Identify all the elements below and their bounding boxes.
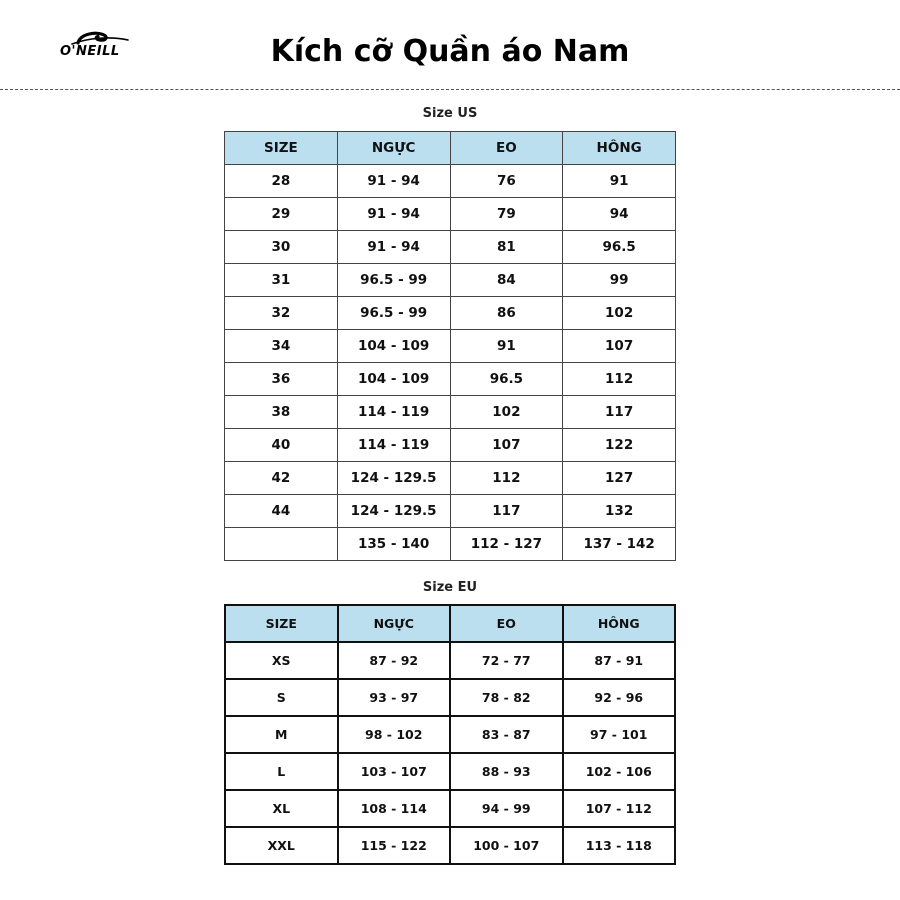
table-cell: M (225, 716, 338, 753)
table-row (225, 642, 675, 679)
page-title: Kích cỡ Quần áo Nam (270, 34, 630, 69)
table-cell: 91 (450, 330, 563, 363)
size-table-us (224, 131, 676, 561)
table-cell: 96.5 (450, 363, 563, 396)
table-cell: 97 - 101 (563, 716, 676, 753)
table-cell: 31 (225, 264, 338, 297)
table-row (225, 790, 675, 827)
table-row (225, 495, 676, 528)
table-cell: 107 (563, 330, 676, 363)
table-cell: 83 - 87 (450, 716, 563, 753)
table-cell: 38 (225, 396, 338, 429)
table-cell: 124 - 129.5 (337, 495, 450, 528)
table-cell: 114 - 119 (337, 429, 450, 462)
table-cell: 113 - 118 (563, 827, 676, 864)
table-cell: 79 (450, 198, 563, 231)
table-cell: 87 - 92 (338, 642, 451, 679)
table-cell: 108 - 114 (338, 790, 451, 827)
table-cell: 28 (225, 165, 338, 198)
table-cell: 100 - 107 (450, 827, 563, 864)
table-cell: 42 (225, 462, 338, 495)
column-header: EO (450, 132, 563, 165)
column-header: HÔNG (563, 132, 676, 165)
size-table-eu (224, 604, 676, 865)
table-cell: 127 (563, 462, 676, 495)
table-cell: 107 - 112 (563, 790, 676, 827)
table-cell: 44 (225, 495, 338, 528)
table-cell (225, 528, 338, 561)
table-cell: 103 - 107 (338, 753, 451, 790)
table-row (225, 198, 676, 231)
table-cell: 98 - 102 (338, 716, 451, 753)
table-cell: 104 - 109 (337, 363, 450, 396)
table-cell: 99 (563, 264, 676, 297)
table-cell: 122 (563, 429, 676, 462)
column-header: HÔNG (563, 605, 676, 642)
table-cell: 81 (450, 231, 563, 264)
table-cell: XS (225, 642, 338, 679)
table-row (225, 827, 675, 864)
table-cell: 96.5 - 99 (337, 264, 450, 297)
table-cell: 124 - 129.5 (337, 462, 450, 495)
table-cell: 84 (450, 264, 563, 297)
table-cell: 114 - 119 (337, 396, 450, 429)
table-row (225, 297, 676, 330)
table-cell: 94 - 99 (450, 790, 563, 827)
table-cell: 107 (450, 429, 563, 462)
table-cell: 91 - 94 (337, 165, 450, 198)
table-cell: 115 - 122 (338, 827, 451, 864)
brand-name: O'NEILL (60, 44, 120, 59)
table-row (225, 165, 676, 198)
table-cell: 112 - 127 (450, 528, 563, 561)
table-cell: 92 - 96 (563, 679, 676, 716)
table-cell: 30 (225, 231, 338, 264)
table-cell: 72 - 77 (450, 642, 563, 679)
table-cell: 93 - 97 (338, 679, 451, 716)
column-header: SIZE (225, 605, 338, 642)
table-row (225, 753, 675, 790)
dashed-divider (0, 89, 900, 90)
table-header-row (225, 132, 676, 165)
table-cell: 96.5 - 99 (337, 297, 450, 330)
table-cell: 117 (563, 396, 676, 429)
table-row (225, 330, 676, 363)
table-cell: S (225, 679, 338, 716)
table-cell: 29 (225, 198, 338, 231)
table-row (225, 462, 676, 495)
table-cell: 36 (225, 363, 338, 396)
table-cell: 40 (225, 429, 338, 462)
table-cell: 86 (450, 297, 563, 330)
table-cell: 34 (225, 330, 338, 363)
table-cell: L (225, 753, 338, 790)
table-cell: 102 (563, 297, 676, 330)
table-row (225, 264, 676, 297)
table-cell: 117 (450, 495, 563, 528)
table-row (225, 528, 676, 561)
table-cell: 78 - 82 (450, 679, 563, 716)
table-cell: 104 - 109 (337, 330, 450, 363)
table-cell: 91 (563, 165, 676, 198)
table-cell: 102 - 106 (563, 753, 676, 790)
table-row (225, 363, 676, 396)
table-cell: 88 - 93 (450, 753, 563, 790)
table-row (225, 231, 676, 264)
table-cell: XL (225, 790, 338, 827)
table-cell: 132 (563, 495, 676, 528)
table-cell: 91 - 94 (337, 231, 450, 264)
table-cell: 32 (225, 297, 338, 330)
table-row (225, 716, 675, 753)
table-cell: 96.5 (563, 231, 676, 264)
table-cell: 76 (450, 165, 563, 198)
table-cell: 87 - 91 (563, 642, 676, 679)
column-header: NGỰC (337, 132, 450, 165)
table-row (225, 396, 676, 429)
table-cell: 137 - 142 (563, 528, 676, 561)
table-cell: 94 (563, 198, 676, 231)
table-row (225, 429, 676, 462)
table-cell: 112 (450, 462, 563, 495)
table-cell: 102 (450, 396, 563, 429)
column-header: EO (450, 605, 563, 642)
column-header: NGỰC (338, 605, 451, 642)
section-label-us: Size US (422, 106, 478, 121)
table-cell: 135 - 140 (337, 528, 450, 561)
table-cell: 112 (563, 363, 676, 396)
table-cell: XXL (225, 827, 338, 864)
table-header-row (225, 605, 675, 642)
column-header: SIZE (225, 132, 338, 165)
table-cell: 91 - 94 (337, 198, 450, 231)
section-label-eu: Size EU (422, 580, 478, 595)
table-row (225, 679, 675, 716)
